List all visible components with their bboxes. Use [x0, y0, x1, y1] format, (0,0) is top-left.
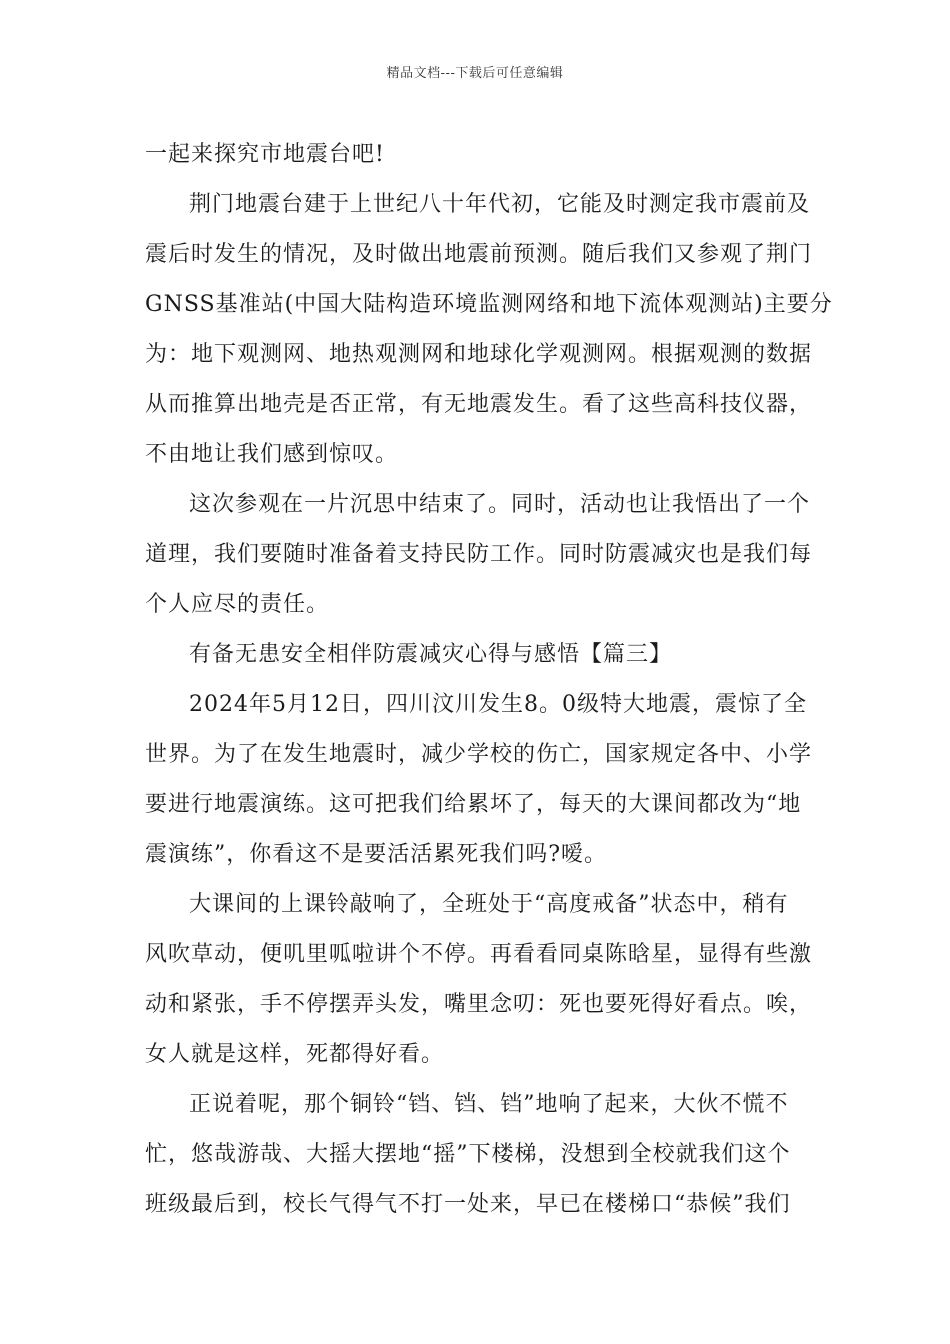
- text-line: 这次参观在一片沉思中结束了。同时，活动也让我悟出了一个: [189, 492, 811, 517]
- text-line: 震后时发生的情况，及时做出地震前预测。随后我们又参观了荆门: [145, 242, 813, 267]
- text-line: 女人就是这样，死都得好看。: [145, 1042, 445, 1067]
- text-line: 要进行地震演练。这可把我们给累坏了，每天的大课间都改为“地: [145, 792, 802, 817]
- text-line: 震演练”，你看这不是要活活累死我们吗?嗳。: [145, 842, 608, 867]
- text-line: 个人应尽的责任。: [145, 592, 330, 617]
- text-line: 不由地让我们感到惊叹。: [145, 442, 399, 467]
- text-line: 班级最后到，校长气得气不打一处来，早已在楼梯口“恭候”我们: [145, 1192, 791, 1217]
- text-line: GNSS基准站(中国大陆构造环境监测网络和地下流体观测站)主要分: [145, 292, 833, 317]
- text-line: 荆门地震台建于上世纪八十年代初，它能及时测定我市震前及: [189, 192, 811, 217]
- text-line: 2024年5月12日，四川汶川发生8。0级特大地震，震惊了全: [189, 692, 807, 717]
- section-heading: 有备无患安全相伴防震减灾心得与感悟【篇三】: [189, 642, 673, 667]
- body-text: [145, 130, 833, 1230]
- text-line: 为：地下观测网、地热观测网和地球化学观测网。根据观测的数据: [145, 342, 813, 367]
- text-line: 大课间的上课铃敲响了，全班处于“高度戒备”状态中，稍有: [189, 892, 789, 917]
- text-line: 道理，我们要随时准备着支持民防工作。同时防震减灾也是我们每: [145, 542, 813, 567]
- text-line: 正说着呢，那个铜铃“铛、铛、铛”地响了起来，大伙不慌不: [189, 1092, 789, 1117]
- text-line: 风吹草动，便叽里呱啦讲个不停。再看看同桌陈晗星，显得有些激: [145, 942, 813, 967]
- page-header: 精品文档---下载后可任意编辑: [386, 66, 564, 81]
- text-line: 忙，悠哉游哉、大摇大摆地“摇”下楼梯，没想到全校就我们这个: [145, 1142, 791, 1167]
- text-line: 一起来探究市地震台吧!: [145, 142, 385, 167]
- text-line: 从而推算出地壳是否正常，有无地震发生。看了这些高科技仪器，: [145, 392, 813, 417]
- text-line: 动和紧张，手不停摆弄头发，嘴里念叨：死也要死得好看点。唉，: [145, 992, 813, 1017]
- text-line: 世界。为了在发生地震时，减少学校的伤亡，国家规定各中、小学: [145, 742, 813, 767]
